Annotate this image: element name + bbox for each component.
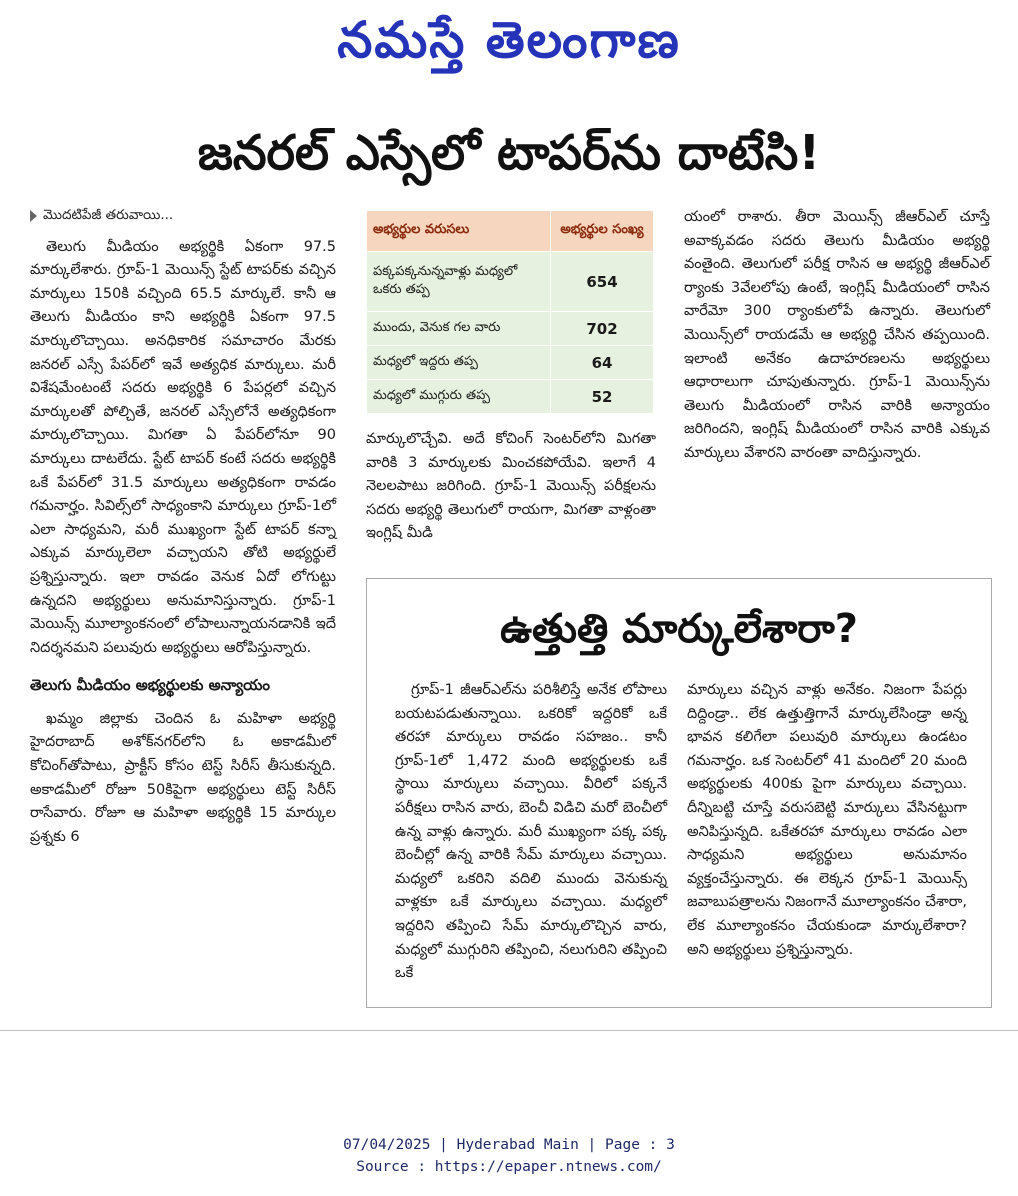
candidate-stats-table [366, 210, 654, 414]
table-cell-value: 52 [551, 380, 654, 414]
left-subheading: తెలుగు మీడియం అభ్యర్థులకు అన్యాయం [30, 676, 271, 695]
table-header-count: అభ్యర్థుల సంఖ్య [551, 211, 654, 252]
right-paragraph: యంలో రాశారు. తీరా మెయిన్స్ జీఆర్‌ఎల్ చూస్తే అవాక్కవడం సదరు తెలుగు మీడియం అభ్యర్థి వంతైంది. తెలుగులో పరీక్ష రాసిన ఆ అభ్యర్థి జీఆర్‌ఎల్ ర్యాంకు 3వేలలోపు ఉంటే, ఇంగ్లిష్ మీడియంలో రాసిన వారేమో 300 ర్యాంకులోపే ఉన్నారు. తెలుగులో మెయిన్స్‌లో రాయడమే ఆ అభ్యర్థి చేసిన తప్పయింది. ఇలాంటి అనేకం ఉదాహరణలను అభ్యర్థులు ఆధారాలుగా చూపుతున్నారు. గ్రూప్-1 మెయిన్స్‌ను తెలుగు మీడియంలో రాసిన వారికి అన్యాయం జరిగిందని, ఇంగ్లిష్ మీడియంలో రాసిన వారికి ఎక్కువ మార్కులు వేశారని వారంతా వాదిస్తున్నారు. [684, 209, 990, 461]
continued-from-text: మొదటిపేజీ తరువాయి... [43, 207, 174, 223]
table-header-rows: అభ్యర్థుల వరుసలు [367, 211, 551, 252]
table-row [367, 312, 654, 346]
middle-paragraph: మార్కులొచ్చేవి. అదే కోచింగ్ సెంటర్‌లోని మిగతా వారికి 3 మార్కులకు మించకపోయేవి. ఇలాగే 4 నెలలపాటు జరిగింది. గ్రూప్-1 మెయిన్స్ పరీక్షలను సదరు అభ్యర్థి తెలుగులో రాయగా, మిగతా వాళ్లంతా ఇంగ్లిష్ మీడి [366, 431, 656, 542]
table-row [367, 346, 654, 380]
table-cell-label: ముందు, వెనుక గల వారు [367, 312, 551, 346]
table-row [367, 380, 654, 414]
left-column [30, 204, 336, 849]
sidebar-paragraph-1: గ్రూప్-1 జీఆర్‌ఎల్‌ను పరిశీలిస్తే అనేక లోపాలు బయటపడుతున్నాయి. ఒకరికో ఇద్దరికో ఒకే తరహా మార్కులు రావడం సహజం.. కానీ గ్రూప్-1లో 1,472 మంది అభ్యర్థులకు ఒకే స్థాయి మార్కులు వచ్చాయి. వీరిలో పక్కనే పరీక్షలు రాసిన వారు, బెంచీ విడిచి మరో బెంచీలో ఉన్న వాళ్లు ఉన్నారు. మరీ ముఖ్యంగా పక్క పక్క బెంచీల్లో ఉన్న వారికి సేమ్ మార్కులు వచ్చాయి. మధ్యలో ఒకరిని వదిలి ముందు వెనుకున్న వాళ్లకూ ఒకే మార్కులు వచ్చాయి. మధ్యలో ఇద్దరిని తప్పించి సేమ్ మార్కులొచ్చిన వారు, మధ్యలో ముగ్గురిని తప్పించి, నలుగురిని తప్పించి ఒకే [395, 682, 667, 982]
table-cell-label: మధ్యలో ముగ్గురు తప్ప [367, 380, 551, 414]
chevron-right-icon [30, 210, 37, 222]
footer-divider [0, 1030, 1018, 1031]
table-header-row [367, 211, 654, 252]
footer-edition-info: 07/04/2025 | Hyderabad Main | Page : 3 [343, 1137, 675, 1153]
sidebar-paragraph-2: మార్కులు వచ్చిన వాళ్లు అనేకం. నిజంగా పేపర్లు దిద్దిండ్రా.. లేక ఉత్తుత్తిగానే మార్కులేసిండ్రా అన్న భావన కలిగేలా పలువురి మార్కులు ఉండటం గమనార్హం. ఒక సెంటర్‌లో 41 మందిలో 20 మంది అభ్యర్థులకు 400కు పైగా మార్కులు వచ్చాయి. దీన్నిబట్టి చూస్తే వరుసబెట్టి మార్కులు వేసినట్టుగా అనిపిస్తున్నది. ఒకేతరహా మార్కులు రావడం ఎలా సాధ్యమని అభ్యర్థులు అనుమానం వ్యక్తంచేస్తున్నారు. ఈ లెక్కన గ్రూప్-1 మెయిన్స్ జవాబుపత్రాలను నిజంగానే మూల్యాంకనం చేశారా, లేక మూల్యాంకనం చేయకుండా మార్కులేశారా? అని అభ్యర్థులు ప్రశ్నిస్తున్నారు. [687, 682, 967, 958]
table-cell-label: పక్కపక్కనున్నవాళ్లు మధ్యలో ఒకరు తప్ప [367, 252, 551, 312]
page-footer [0, 1134, 1018, 1178]
table-cell-value: 64 [551, 346, 654, 380]
continued-from-marker [30, 204, 336, 228]
table-row [367, 252, 654, 312]
table-cell-value: 702 [551, 312, 654, 346]
middle-column [366, 428, 656, 546]
sidebar-story-box [366, 578, 992, 1008]
footer-source-link[interactable]: Source : https://epaper.ntnews.com/ [356, 1159, 662, 1175]
newspaper-masthead: నమస్తే తెలంగాణ [337, 10, 681, 69]
table-cell-value: 654 [551, 252, 654, 312]
sidebar-story-headline: ఉత్తుత్తి మార్కులేశారా? [500, 606, 858, 652]
article-headline: జనరల్ ఎస్సేలో టాపర్‌ను దాటేసి! [197, 125, 821, 181]
table-cell-label: మధ్యలో ఇద్దరు తప్ప [367, 346, 551, 380]
left-paragraph-2: ఖమ్మం జిల్లాకు చెందిన ఓ మహిళా అభ్యర్థి హైదరాబాద్ అశోక్‌నగర్‌లోని ఓ అకాడమీలో కోచింగ్‌తోపాటు, ప్రాక్టీస్ కోసం టెస్ట్ సిరీస్ తీసుకున్నది. అకాడమీలో రోజూ 50కిపైగా అభ్యర్థులు టెస్ట్ సిరీస్ రాసేవారు. రోజూ ఆ మహిళా అభ్యర్థికి 15 మార్కుల ప్రశ్నకు 6 [30, 710, 336, 845]
right-column [684, 206, 990, 466]
sidebar-column-2 [687, 679, 967, 962]
left-paragraph-1: తెలుగు మీడియం అభ్యర్థికి ఏకంగా 97.5 మార్కులేశారు. గ్రూప్-1 మెయిన్స్ స్టేట్ టాపర్‌కు వచ్చిన మార్కులు 150కి వచ్చింది 65.5 మార్కులే. కానీ ఆ తెలుగు మీడియం కాని అభ్యర్థికి ఏకంగా 97.5 మార్కులొచ్చాయి. అనధికారిక సమాచారం మేరకు జనరల్ ఎస్సే పేపర్‌లో ఇవే అత్యధిక మార్కులు. మరీ విశేషమేంటంటే సదరు అభ్యర్థికి 6 పేపర్లలో వచ్చిన మార్కులతో పోల్చితే, జనరల్ ఎస్సేలోనే అత్యధికంగా మార్కులొచ్చాయి. మిగతా ఏ పేపర్‌లోనూ 90 మార్కులు దాటలేదు. స్టేట్ టాపర్ కంటే సదరు అభ్యర్థికి ఒకే పేపర్‌లో 31.5 మార్కులు అత్యధికంగా రావడం గమనార్హం. సివిల్స్‌లో సాధ్యంకాని మార్కులు గ్రూప్-1లో ఎలా సాధ్యమని, మరీ ముఖ్యంగా స్టేట్ టాపర్ కన్నా ఎక్కువ మార్కులెలా వచ్చాయని తోటి అభ్యర్థులే ప్రశ్నిస్తున్నారు. ఇలా రావడం వెనుక ఏదో లోగుట్టు ఉన్నదని అభ్యర్థులు అనుమానిస్తున్నారు. గ్రూప్-1 మెయిన్స్ మూల్యాంకనంలో లోపాలున్నాయనడానికి ఇదే నిదర్శనమని పలువురు అభ్యర్థులు ఆరోపిస్తున్నారు. [30, 238, 336, 656]
sidebar-column-1 [395, 679, 667, 986]
